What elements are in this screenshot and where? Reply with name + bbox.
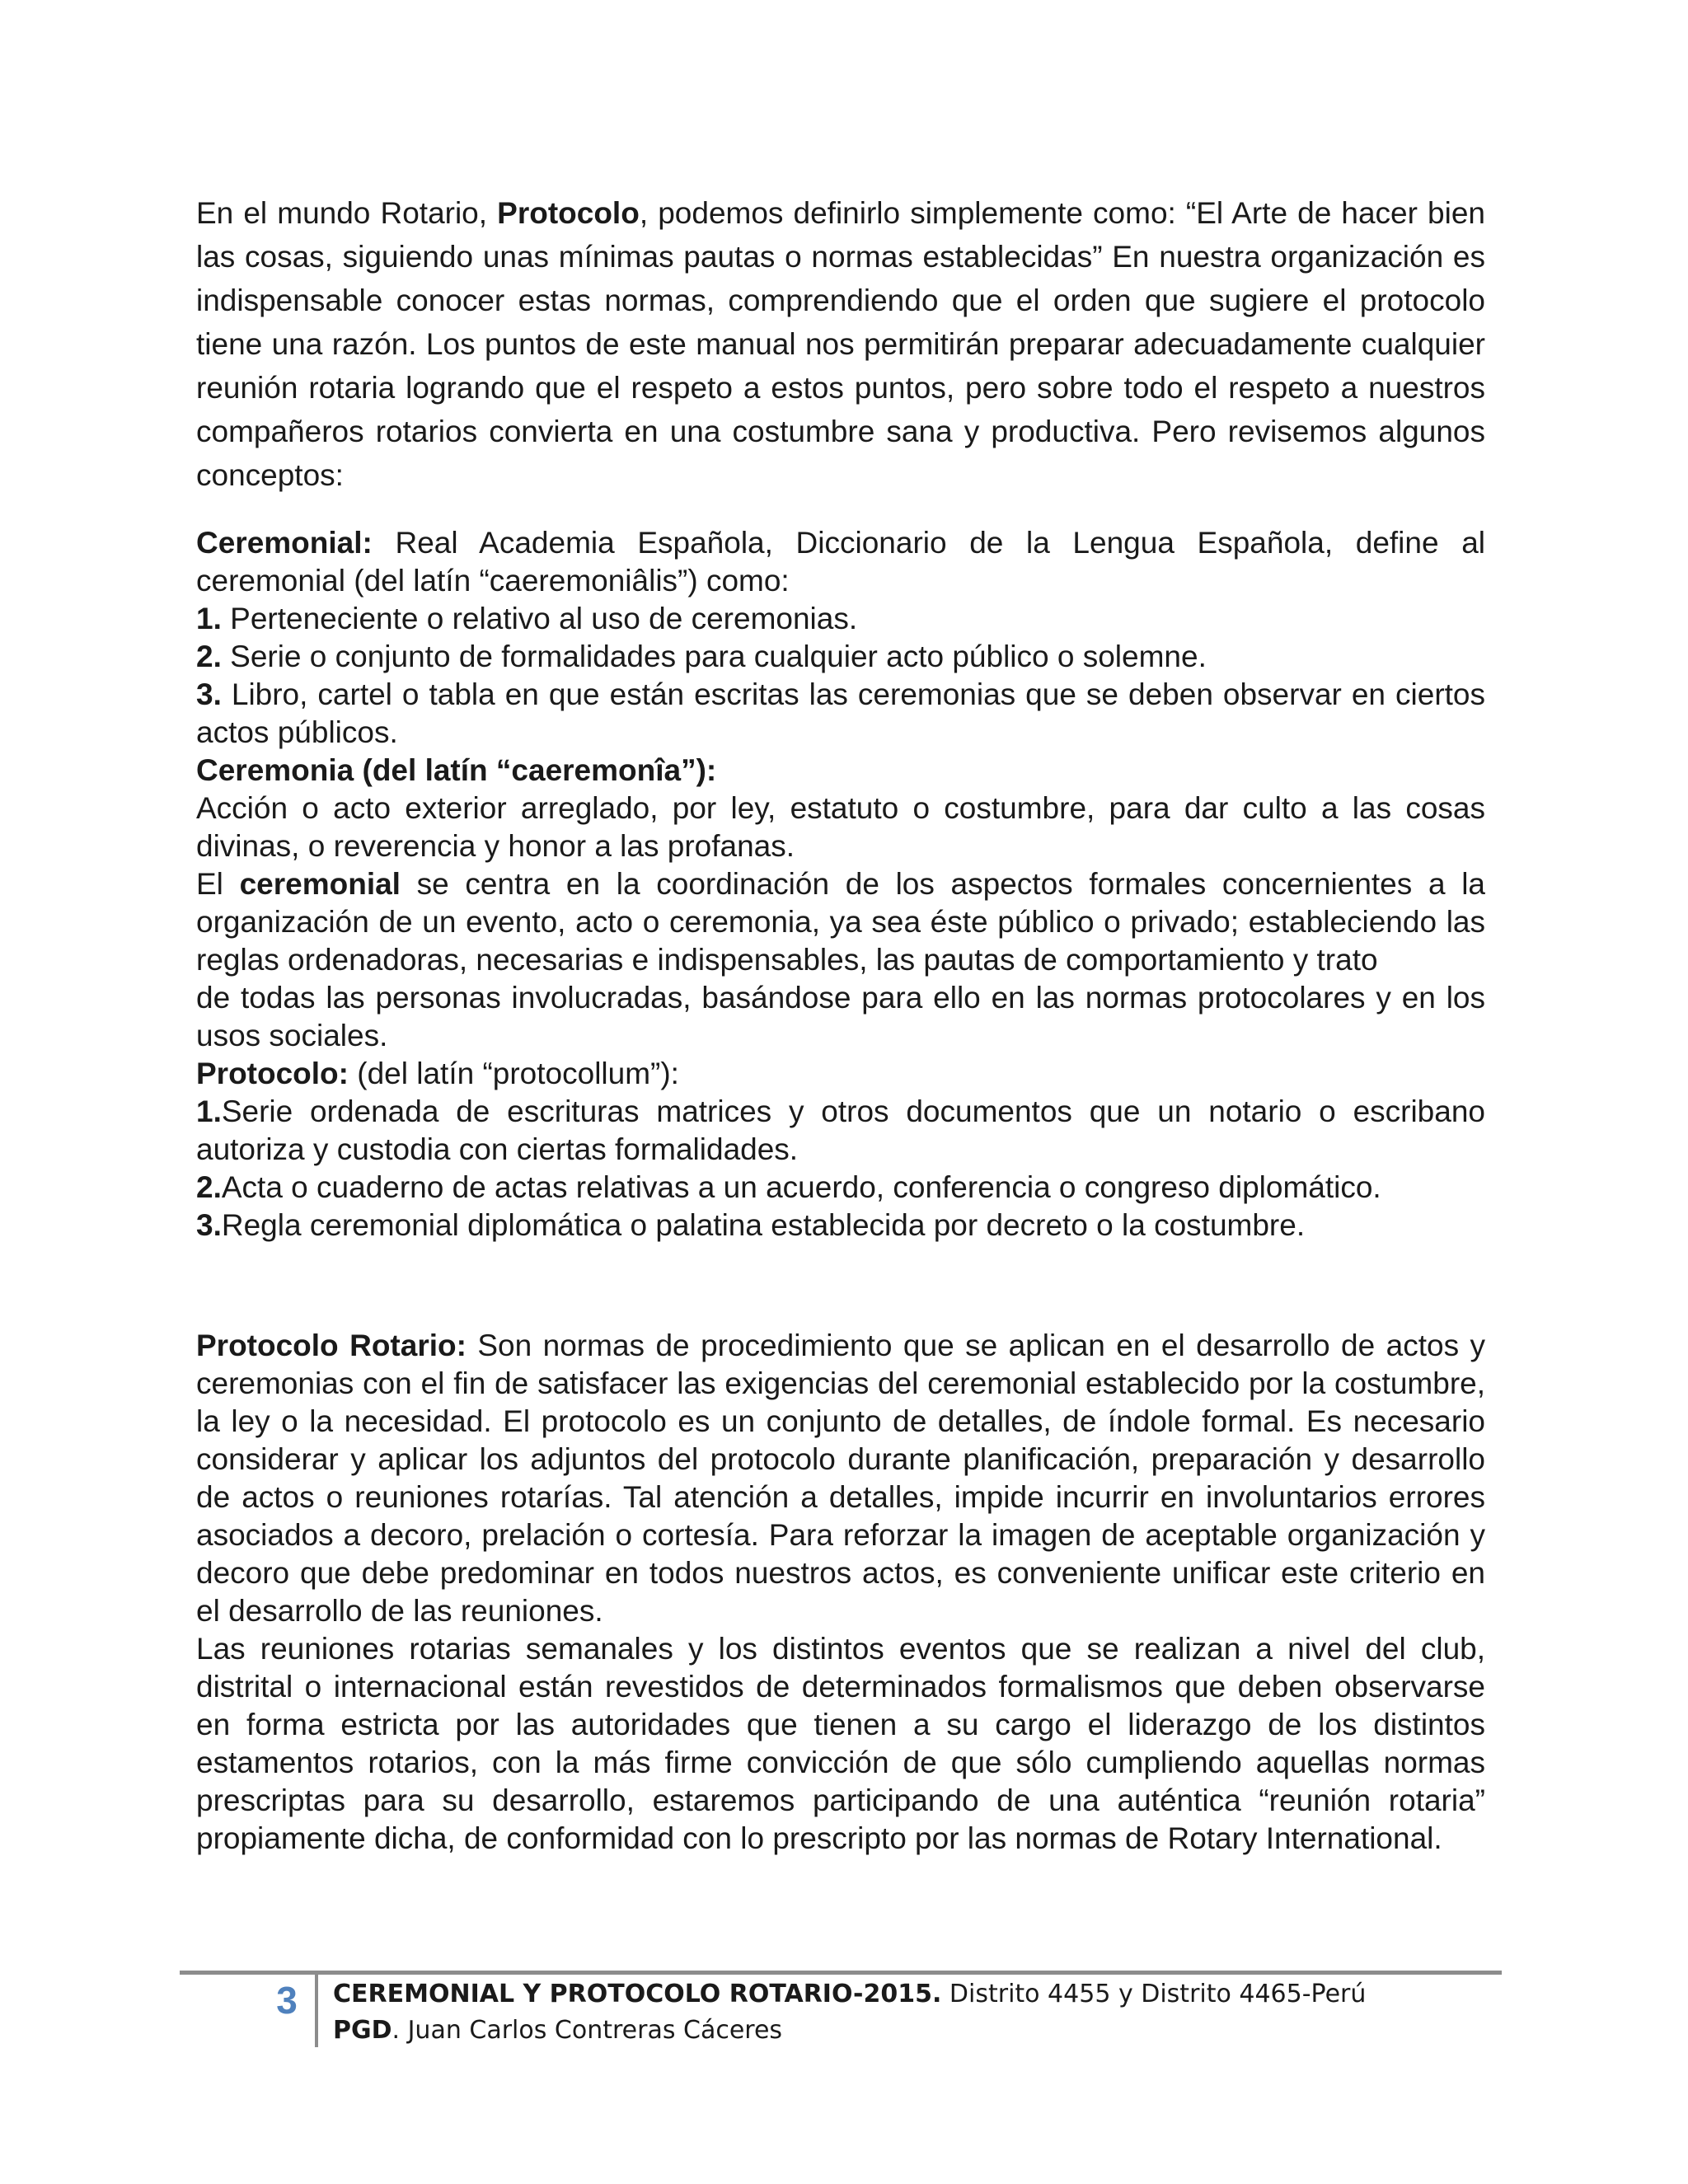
ceremonia-term: Ceremonia (del latín “caeremonîa”): [196,753,717,787]
intro-bold-term: Protocolo [497,196,640,230]
item-text: Regla ceremonial diplomática o palatina establecida por decreto o la costumbre. [221,1208,1306,1242]
protocolo-term: Protocolo: [196,1057,349,1090]
footer-vertical-divider [315,1975,318,2047]
protocolo-rotario-term: Protocolo Rotario: [196,1329,467,1362]
intro-paragraph [196,191,1485,497]
item-text: Acta o cuaderno de actas relativas a un acuerdo, conferencia o congreso diplomático. [221,1170,1381,1204]
footer-title-rest: Distrito 4455 y Distrito 4465-Perú [941,1980,1367,2008]
footer-text [333,1976,1366,2049]
ceremonia-heading [196,752,1485,790]
ceremonia-definition: Acción o acto exterior arreglado, por ley, estatuto o costumbre, para dar culto a las cosas divinas, o reverencia y honor a las profanas. [196,791,1485,863]
item-number: 2. [196,640,222,673]
reuniones-paragraph: Las reuniones rotarias semanales y los distintos eventos que se realizan a nivel del club, distrital o internacional están revestidos de determinados formalismos que deben observarse en forma estricta por las autoridades que tienen a su cargo el liderazgo de los distintos estamentos rotarios, con la más firme convicción de que sólo cumpliendo aquellas normas prescriptas para su desarrollo, estaremos participando de una auténtica “reunión rotaria” propiamente dicha, de conformidad con lo prescripto por las normas de Rotary International. [196,1632,1485,1855]
ceremonial-explanation-continuation: de todas las personas involucradas, basándose para ello en las normas protocolares y en los usos sociales. [196,981,1485,1052]
footer-author-line [333,2013,1366,2049]
footer-title: CEREMONIAL Y PROTOCOLO ROTARIO-2015. [333,1980,942,2008]
protocolo-item-1 [196,1093,1485,1169]
protocolo-item-2 [196,1169,1485,1207]
item-number: 3. [196,1208,222,1242]
ceremonial-term: Ceremonial: [196,526,373,560]
intro-text-rest: , podemos definirlo simplemente como: “El Arte de hacer bien las cosas, siguiendo unas mínimas pautas o normas establecidas” En nuestra organización es indispensable conocer estas normas, comprendiendo que el orden que sugiere el protocolo tiene una razón. Los puntos de este manual nos permitirán preparar adecuadamente cualquier reunión rotaria logrando que el respeto a estos puntos, pero sobre todo el respeto a nuestros compañeros rotarios convierta en una costumbre sana y productiva. Pero revisemos algunos conceptos: [196,196,1486,492]
page-number: 3 [276,1979,298,2022]
protocolo-rotario-section [196,1327,1485,1858]
intro-text: En el mundo Rotario, [196,196,498,230]
protocolo-rotario-text: Son normas de procedimiento que se aplican en el desarrollo de actos y ceremonias con el fin de satisfacer las exigencias del ceremonial establecido por la costumbre, la ley o la necesidad. El protocolo es un conjunto de detalles, de índole formal. Es necesario considerar y aplicar los adjuntos del protocolo durante planificación, preparación y desarrollo de actos o reuniones rotarías. Tal atención a detalles, impide incurrir en involuntarios errores asociados a decoro, prelación o cortesía. Para reforzar la imagen de aceptable organización y decoro que debe predominar en todos nuestros actos, es conveniente unificar este criterio en el desarrollo de las reuniones. [196,1329,1486,1628]
item-text: Serie ordenada de escrituras matrices y otros documentos que un notario o escribano autoriza y custodia con ciertas formalidades. [196,1094,1485,1166]
protocolo-definition-text: (del latín “protocollum”): [348,1057,679,1090]
item-number: 1. [196,1094,222,1128]
footer-title-line [333,1976,1366,2013]
item-text: Libro, cartel o tabla en que están escritas las ceremonias que se deben observar en ciertos actos públicos. [196,677,1485,749]
item-text: Perteneciente o relativo al uso de ceremonias. [221,602,858,635]
protocolo-rotario-paragraph [196,1327,1485,1630]
concepts-section [196,524,1485,1244]
explanation-bold-term: ceremonial [239,867,401,901]
item-number: 2. [196,1170,222,1204]
ceremonial-item-3 [196,676,1485,752]
explanation-prefix: El [196,867,240,901]
ceremonial-definition-text: Real Academia Española, Diccionario de la Lengua Española, define al ceremonial (del latín “caeremoniâlis”) como: [196,526,1485,598]
item-number: 3. [196,677,222,711]
ceremonial-explanation [196,865,1485,979]
footer-author-name: . Juan Carlos Contreras Cáceres [392,2016,783,2045]
ceremonial-item-1 [196,600,1485,638]
explanation-text: se centra en la coordinación de los aspectos formales concernientes a la organización de un evento, acto o ceremonia, ya sea éste público o privado; estableciendo las reglas ordenadoras, necesarias e indispensables, las pautas de comportamiento y trato [196,867,1486,977]
ceremonial-item-2 [196,638,1485,676]
protocolo-item-3 [196,1207,1485,1244]
ceremonial-definition [196,524,1485,600]
protocolo-definition [196,1055,1485,1093]
item-text: Serie o conjunto de formalidades para cualquier acto público o solemne. [221,640,1207,673]
item-number: 1. [196,602,222,635]
footer-author-title: PGD [333,2016,392,2045]
footer-divider [180,1971,1502,1975]
